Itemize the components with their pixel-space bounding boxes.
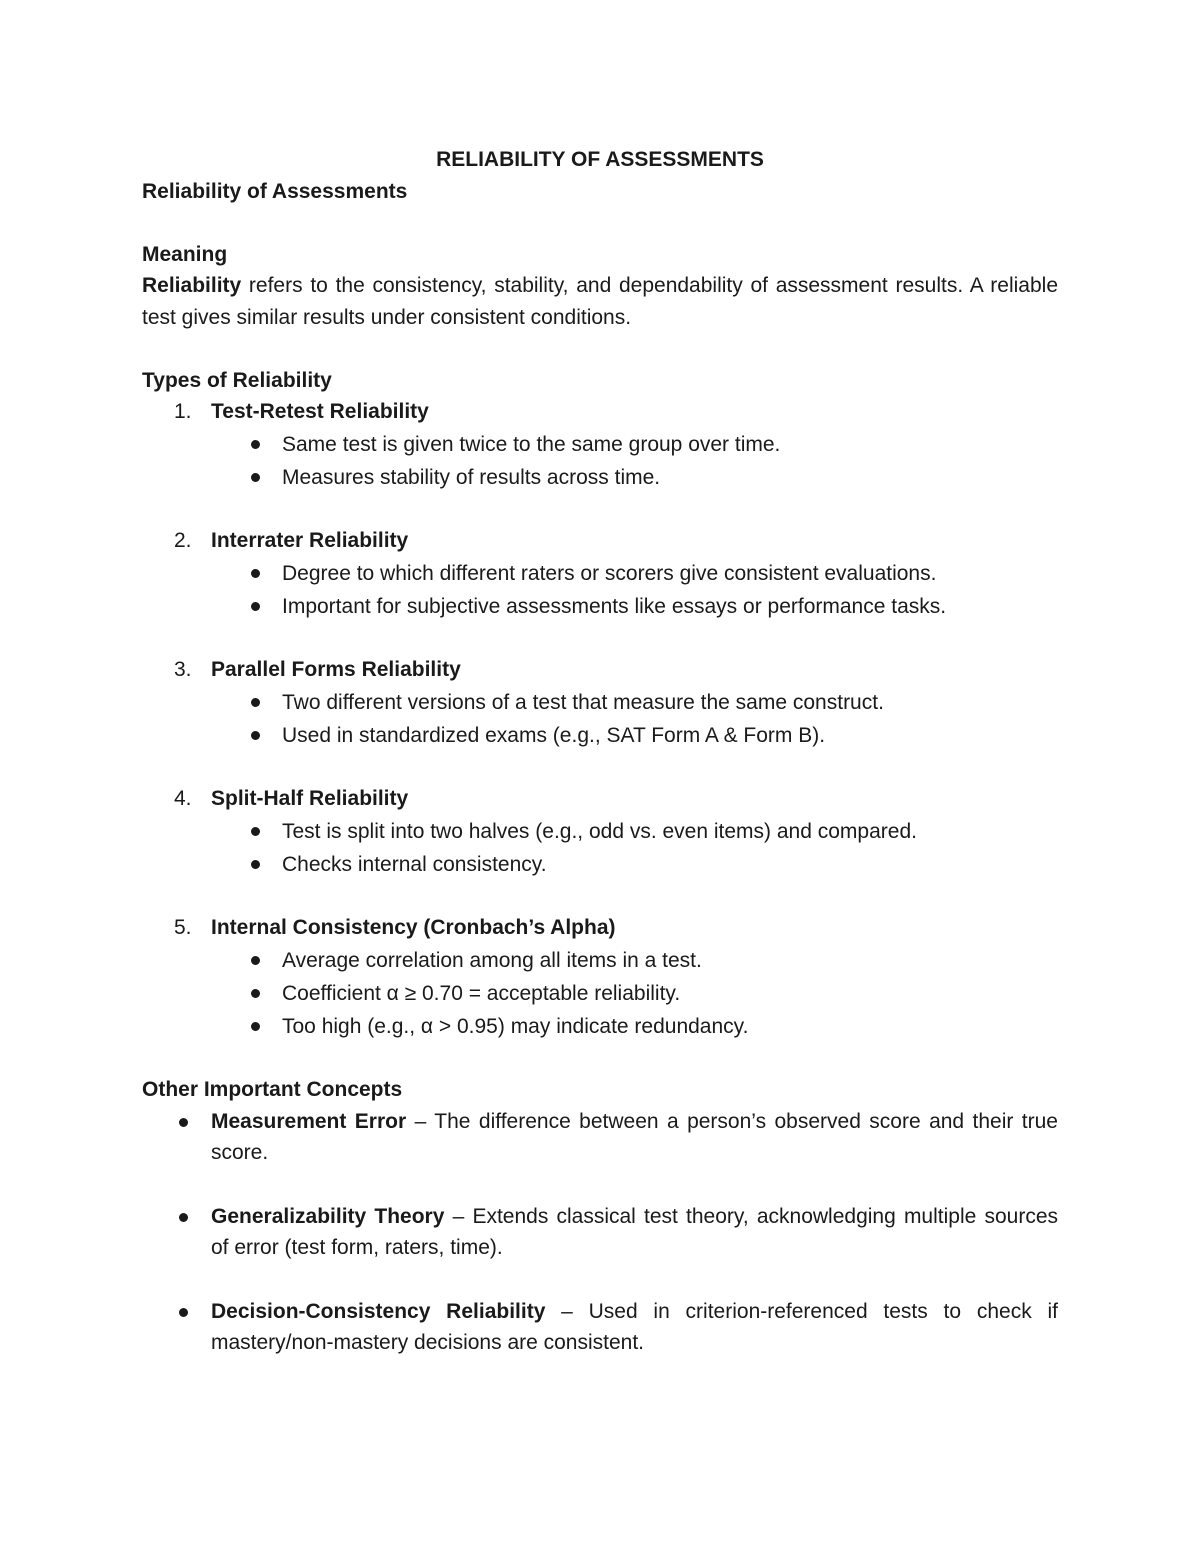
- bullet-icon: [251, 827, 260, 836]
- bullet-icon: [251, 1022, 260, 1031]
- list-item: [142, 977, 1058, 1010]
- concept-item: [142, 1296, 1058, 1359]
- bullet-icon: [179, 1118, 188, 1127]
- type-name: Test-Retest Reliability: [211, 400, 429, 423]
- bullet-icon: [251, 698, 260, 707]
- bullet-icon: [179, 1213, 188, 1222]
- list-item: [142, 686, 1058, 719]
- types-heading: Types of Reliability: [142, 368, 332, 392]
- type-item-5: [142, 912, 1058, 944]
- concept-text: – Used in criterion-referenced tests to check if mastery/non-mastery decisions are consistent.: [211, 1299, 1058, 1354]
- list-item: [142, 461, 1058, 494]
- type-number: 5.: [174, 916, 192, 939]
- list-item: [142, 428, 1058, 461]
- bullet-text: Too high (e.g., α > 0.95) may indicate redundancy.: [282, 1014, 749, 1038]
- bullet-icon: [251, 731, 260, 740]
- meaning-text: refers to the consistency, stability, and dependability of assessment results. A reliable test gives similar results under consistent conditions.: [142, 274, 1058, 329]
- document-title: RELIABILITY OF ASSESSMENTS: [436, 148, 764, 171]
- type-name: Interrater Reliability: [211, 529, 409, 552]
- list-item: [142, 815, 1058, 848]
- bullet-text: Same test is given twice to the same group over time.: [282, 432, 781, 456]
- document-content: [142, 144, 1058, 1359]
- type-number: 3.: [174, 658, 192, 681]
- type-number: 1.: [174, 400, 192, 423]
- bullet-text: Measures stability of results across time.: [282, 465, 661, 489]
- concept-term: Decision-Consistency Reliability: [211, 1299, 546, 1323]
- type-item-4: [142, 783, 1058, 815]
- list-item: [142, 719, 1058, 752]
- bullet-icon: [251, 569, 260, 578]
- list-item: [142, 557, 1058, 590]
- list-item: [142, 944, 1058, 977]
- bullet-icon: [251, 602, 260, 611]
- bullet-text: Average correlation among all items in a test.: [282, 948, 702, 972]
- meaning-paragraph: [142, 270, 1058, 333]
- bullet-icon: [251, 989, 260, 998]
- bullet-icon: [251, 473, 260, 482]
- type-item-2: [142, 525, 1058, 557]
- concept-text: – Extends classical test theory, acknowledging multiple sources of error (test form, raters, time).: [211, 1204, 1059, 1259]
- bullet-text: Test is split into two halves (e.g., odd vs. even items) and compared.: [282, 819, 917, 843]
- meaning-heading: Meaning: [142, 242, 228, 266]
- meaning-term: Reliability: [142, 274, 242, 297]
- list-item: [142, 590, 1058, 623]
- concept-term: Measurement Error: [211, 1109, 407, 1133]
- bullet-text: Coefficient α ≥ 0.70 = acceptable reliability.: [282, 981, 681, 1005]
- bullet-icon: [251, 440, 260, 449]
- list-item: [142, 1010, 1058, 1043]
- type-number: 2.: [174, 529, 192, 552]
- type-name: Parallel Forms Reliability: [211, 658, 461, 681]
- bullet-icon: [251, 860, 260, 869]
- type-item-3: [142, 654, 1058, 686]
- type-number: 4.: [174, 787, 192, 810]
- type-name: Split-Half Reliability: [211, 787, 409, 810]
- concept-text: – The difference between a person’s observed score and their true score.: [211, 1109, 1058, 1164]
- other-concepts-heading: Other Important Concepts: [142, 1078, 403, 1101]
- concept-term: Generalizability Theory: [211, 1204, 445, 1228]
- bullet-text: Used in standardized exams (e.g., SAT Form A & Form B).: [282, 723, 826, 747]
- bullet-text: Two different versions of a test that measure the same construct.: [282, 690, 884, 714]
- document-subtitle: Reliability of Assessments: [142, 179, 408, 203]
- bullet-icon: [251, 956, 260, 965]
- concept-item: [142, 1201, 1058, 1264]
- bullet-icon: [179, 1308, 188, 1317]
- type-item-1: [142, 396, 1058, 428]
- bullet-text: Degree to which different raters or scorers give consistent evaluations.: [282, 561, 937, 585]
- list-item: [142, 848, 1058, 881]
- concept-item: [142, 1106, 1058, 1169]
- bullet-text: Checks internal consistency.: [282, 852, 547, 876]
- type-name: Internal Consistency (Cronbach’s Alpha): [211, 916, 616, 939]
- bullet-text: Important for subjective assessments like essays or performance tasks.: [282, 594, 947, 618]
